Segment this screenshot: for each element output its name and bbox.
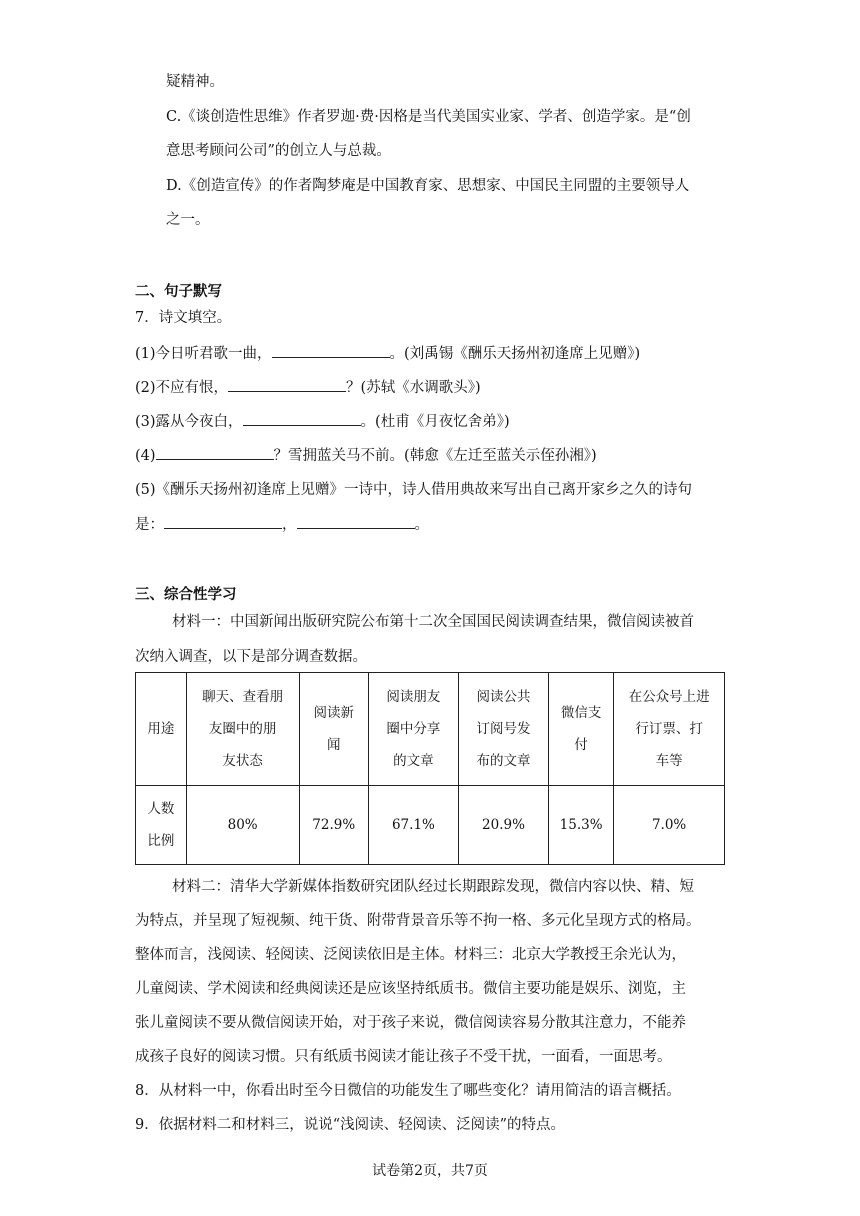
cell-value-subscription-articles: 20.9% [458,786,548,865]
q7-stem: 7．诗文填空。 [135,310,232,326]
material-3-line-3: 成孩子良好的阅读习惯。只有纸质书阅读才能让孩子不受干扰，一面看，一面思考。 [135,1049,672,1065]
q7-item-5-line-1: (5)《酬乐天扬州初逢席上见赠》一诗中，诗人借用典故来写出自己离开家乡之久的诗句 [135,482,693,498]
col-header-booking: 在公众号上进 行订票、打 车等 [614,673,725,786]
cell-value-chat: 80% [186,786,299,865]
q7-item-4-pre: (4) [135,448,156,464]
survey-table [135,672,725,865]
option-d-line-1: D.《创造宣传》的作者陶梦庵是中国教育家、思想家、中国民主同盟的主要领导人 [166,178,690,194]
row-label-usage: 用途 [136,673,187,786]
row-label-ratio: 人数 比例 [136,786,187,865]
q7-item-5-pre: 是： [135,517,164,533]
question-8: 8．从材料一中，你看出时至今日微信的功能发生了哪些变化？请用简洁的语言概括。 [135,1083,681,1099]
q7-item-2-post: ？(苏轼《水调歌头》) [346,380,481,396]
q7-item-4 [135,445,597,466]
material-3-line-1: 儿童阅读、学术阅读和经典阅读还是应该坚持纸质书。微信主要功能是娱乐、浏览，主 [135,981,686,997]
q7-item-3-post: 。(杜甫《月夜忆舍弟》) [360,414,510,430]
material-2-line-2: 为特点，并呈现了短视频、纯干货、附带背景音乐等不拘一格、多元化呈现方式的格局。 [135,913,701,929]
q7-item-5-end: 。 [414,517,429,533]
q7-blank-2[interactable] [228,377,346,392]
cell-value-news: 72.9% [299,786,368,865]
option-b-end: 疑精神。 [166,74,224,90]
q7-item-4-post: ？雪拥蓝关马不前。(韩愈《左迁至蓝关示侄孙湘》) [273,448,597,464]
material-1-line-2: 次纳入调查，以下是部分调查数据。 [135,649,367,665]
question-9: 9．依据材料二和材料三，说说“浅阅读、轻阅读、泛阅读”的特点。 [135,1117,566,1133]
q7-item-5-line-2 [135,514,429,535]
q7-item-2 [135,377,481,398]
table-row-ratio [136,786,725,865]
material-2-line-1: 材料二：清华大学新媒体指数研究团队经过长期跟踪发现，微信内容以快、精、短 [172,879,694,895]
material-1-line-1: 材料一：中国新闻出版研究院公布第十二次全国国民阅读调查结果，微信阅读被首 [172,614,694,630]
table-row-usage [136,673,725,786]
material-2-line-3: 整体而言，浅阅读、轻阅读、泛阅读依旧是主体。材料三：北京大学教授王余光认为， [135,947,686,963]
option-c-line-2: 意思考顾问公司”的创立人与总裁。 [166,143,391,159]
section-3-heading: 三、综合性学习 [135,587,237,603]
q7-blank-5b[interactable] [297,514,415,529]
col-header-subscription-articles: 阅读公共 订阅号发 布的文章 [458,673,548,786]
section-2-heading: 二、句子默写 [135,284,222,300]
q7-item-1-pre: (1)今日听君歌一曲， [135,346,272,362]
q7-blank-5a[interactable] [164,514,282,529]
q7-blank-1[interactable] [272,343,390,358]
q7-blank-3[interactable] [243,411,361,426]
option-d-line-2: 之一。 [166,212,210,228]
col-header-moments-articles: 阅读朋友 圈中分享 的文章 [368,673,458,786]
option-c-line-1: C.《谈创造性思维》作者罗迦·费·因格是当代美国实业家、学者、创造学家。是“创 [166,109,691,125]
q7-item-1-post: 。(刘禹锡《酬乐天扬州初逢席上见赠》) [389,346,641,362]
q7-item-5-sep: ， [282,517,297,533]
col-header-news: 阅读新 闻 [299,673,368,786]
q7-item-3-pre: (3)露从今夜白， [135,414,243,430]
q7-item-3 [135,411,510,432]
col-header-payment: 微信支 付 [548,673,613,786]
cell-value-booking: 7.0% [614,786,725,865]
cell-value-moments-articles: 67.1% [368,786,458,865]
col-header-chat: 聊天、查看朋 友圈中的朋 友状态 [186,673,299,786]
q7-item-1 [135,343,640,364]
q7-blank-4[interactable] [156,445,274,460]
cell-value-payment: 15.3% [548,786,613,865]
material-3-line-2: 张儿童阅读不要从微信阅读开始，对于孩子来说，微信阅读容易分散其注意力，不能养 [135,1015,686,1031]
page-footer: 试卷第2页，共7页 [372,1163,488,1179]
q7-item-2-pre: (2)不应有恨， [135,380,229,396]
